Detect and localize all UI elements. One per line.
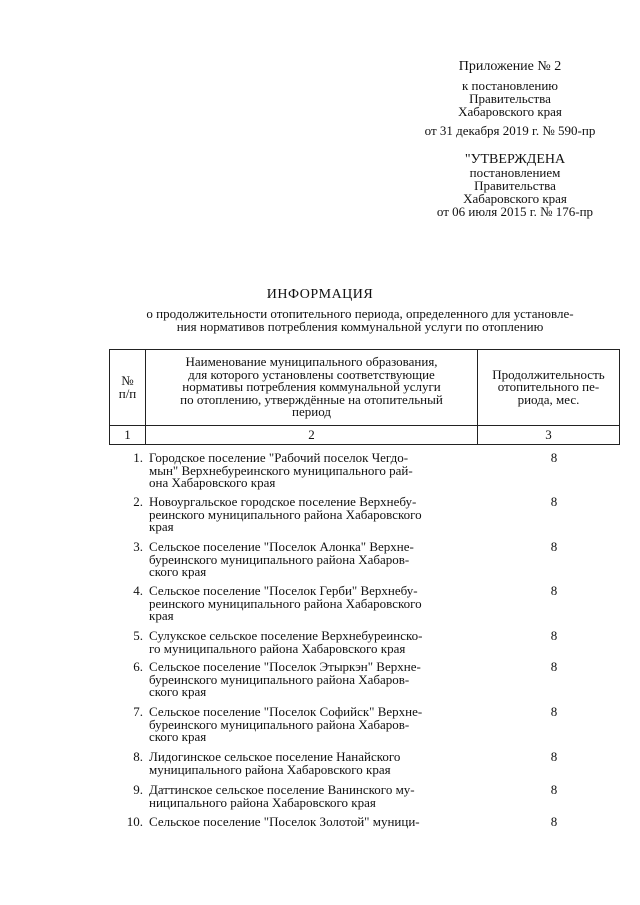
header-name bbox=[146, 350, 478, 426]
row-duration: 8 bbox=[550, 583, 558, 598]
appendix-block bbox=[395, 60, 625, 137]
column-number: 1 bbox=[110, 426, 146, 445]
row-number: 9. bbox=[133, 782, 143, 797]
row-duration: 8 bbox=[550, 814, 558, 829]
header-duration bbox=[478, 350, 620, 426]
row-name-line: го муниципального района Хабаровского края bbox=[149, 640, 406, 656]
row-name-line: муниципального района Хабаровского края bbox=[149, 761, 391, 777]
document-subtitle bbox=[100, 307, 620, 333]
row-name bbox=[149, 452, 479, 490]
row-name bbox=[149, 751, 479, 776]
row-name bbox=[149, 706, 479, 744]
row-name-line: ского края bbox=[149, 684, 207, 699]
header-name-line: период bbox=[292, 404, 331, 420]
row-name-line: Городское поселение "Рабочий поселок Чегдо- bbox=[149, 450, 409, 465]
row-name-line: ского края bbox=[149, 564, 207, 579]
row-name-line: Сельское поселение "Поселок Герби" Верхнебу- bbox=[149, 583, 418, 598]
row-name bbox=[149, 541, 479, 579]
row-duration: 8 bbox=[550, 494, 558, 509]
header-num-line: п/п bbox=[118, 385, 137, 401]
header-name-line: для которого установлены соответствующие bbox=[188, 366, 435, 382]
row-name bbox=[149, 630, 479, 655]
row-name-line: Лидогинское сельское поселение Нанайского bbox=[149, 749, 401, 764]
row-name-line: реинского муниципального района Хабаровского bbox=[149, 595, 422, 611]
row-name-line: Сельское поселение "Поселок Алонка" Верхне- bbox=[149, 539, 414, 554]
row-name-line: буреинского муниципального района Хабаров- bbox=[149, 716, 410, 732]
row-name-line: ниципального района Хабаровского края bbox=[149, 794, 376, 810]
header-duration-line: Продолжительность bbox=[492, 366, 605, 382]
header-name-line: Наименование муниципального образования, bbox=[185, 354, 438, 370]
row-name-line: Даттинское сельское поселение Ванинского му- bbox=[149, 782, 415, 797]
appendix-line: Правительства bbox=[469, 91, 551, 106]
row-number: 10. bbox=[126, 814, 143, 829]
row-name-line: буреинского муниципального района Хабаров- bbox=[149, 551, 410, 567]
row-name bbox=[149, 585, 479, 623]
row-name-line: она Хабаровского края bbox=[149, 475, 276, 490]
header-name-line: по отоплению, утверждённые на отопительный bbox=[180, 391, 443, 407]
approval-line: постановлением bbox=[469, 165, 561, 180]
row-number: 3. bbox=[133, 539, 143, 554]
row-number: 5. bbox=[133, 628, 143, 643]
header-name-line: нормативы потребления коммунальной услуги bbox=[182, 379, 441, 395]
row-number: 6. bbox=[133, 659, 143, 674]
row-duration: 8 bbox=[550, 450, 558, 465]
row-name-line: края bbox=[149, 519, 174, 534]
approval-line: "УТВЕРЖДЕНА bbox=[464, 152, 566, 167]
row-duration: 8 bbox=[550, 704, 558, 719]
row-number: 2. bbox=[133, 494, 143, 509]
row-duration: 8 bbox=[550, 749, 558, 764]
row-name-line: края bbox=[149, 608, 174, 623]
row-number: 8. bbox=[133, 749, 143, 764]
row-name-line: Сельское поселение "Поселок Софийск" Верхне- bbox=[149, 704, 423, 719]
row-duration: 8 bbox=[550, 659, 558, 674]
row-name-line: буреинского муниципального района Хабаров- bbox=[149, 671, 410, 687]
header-num-line: № bbox=[121, 373, 134, 388]
row-name-line: Сулукское сельское поселение Верхнебуреинско- bbox=[149, 628, 423, 643]
row-duration: 8 bbox=[550, 782, 558, 797]
subtitle-line: ния нормативов потребления коммунальной услуги по отоплению bbox=[176, 319, 544, 334]
approval-line: от 06 июля 2015 г. № 176-пр bbox=[436, 204, 594, 219]
row-name-line: мын" Верхнебуреинского муниципального рай- bbox=[149, 462, 413, 478]
row-name bbox=[149, 784, 479, 809]
row-name-line: ского края bbox=[149, 729, 207, 744]
header-num bbox=[110, 350, 146, 426]
column-number: 3 bbox=[478, 426, 620, 445]
row-name-line: Новоургальское городское поселение Верхнебу- bbox=[149, 494, 417, 509]
approval-line: Хабаровского края bbox=[463, 191, 567, 206]
appendix-line: к постановлению bbox=[461, 78, 559, 93]
row-duration: 8 bbox=[550, 628, 558, 643]
row-name bbox=[149, 496, 479, 534]
row-number: 7. bbox=[133, 704, 143, 719]
row-name bbox=[149, 661, 479, 699]
row-name-line: Сельское поселение "Поселок Золотой" муници- bbox=[149, 814, 420, 829]
appendix-line: Приложение № 2 bbox=[458, 59, 562, 74]
header-duration-line: отопительного пе- bbox=[497, 379, 600, 395]
row-name-line: Сельское поселение "Поселок Этыркэн" Верхне- bbox=[149, 659, 421, 674]
appendix-line: от 31 декабря 2019 г. № 590-пр bbox=[424, 123, 596, 138]
header-duration-line: риода, мес. bbox=[517, 391, 580, 407]
approval-block bbox=[395, 153, 635, 218]
row-number: 1. bbox=[133, 450, 143, 465]
column-number: 2 bbox=[146, 426, 478, 445]
subtitle-line: о продолжительности отопительного периода, определенного для установле- bbox=[146, 306, 574, 321]
table-header bbox=[109, 349, 620, 445]
row-number: 4. bbox=[133, 583, 143, 598]
approval-line: Правительства bbox=[474, 178, 556, 193]
row-name-line: реинского муниципального района Хабаровского bbox=[149, 506, 422, 522]
row-name bbox=[149, 816, 479, 829]
document-title: ИНФОРМАЦИЯ bbox=[266, 287, 374, 302]
row-duration: 8 bbox=[550, 539, 558, 554]
appendix-line: Хабаровского края bbox=[458, 104, 562, 119]
